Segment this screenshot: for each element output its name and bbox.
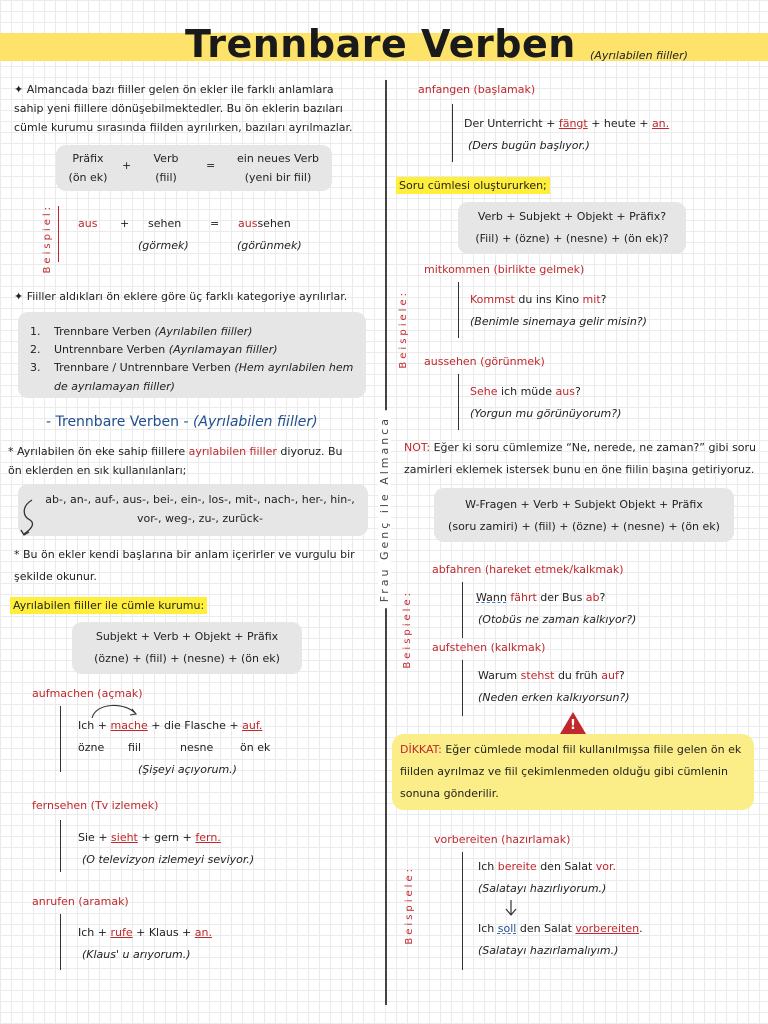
example-sentence: Ich + rufe + Klaus + an. bbox=[78, 926, 212, 939]
example-sentence: Ich + mache + die Flasche + auf. bbox=[78, 719, 263, 732]
categories-intro: ✦ Fiiller aldıkları ön eklere göre üç farklı kategoriye ayrılırlar. bbox=[14, 290, 348, 303]
curly-arrow-icon bbox=[18, 496, 42, 540]
beispiele-label: Beispiele: bbox=[404, 866, 415, 945]
example-sentence: Wann fährt der Bus ab? bbox=[476, 591, 606, 604]
example-title: abfahren (hareket etmek/kalkmak) bbox=[432, 563, 624, 576]
note-text: * Bu ön ekler kendi başlarına bir anlam içerirler ve vurgulu bir şekilde okunur. bbox=[14, 548, 355, 583]
example-sentence: Ich bereite den Salat vor. bbox=[478, 860, 616, 873]
example-sentence: Sehe ich müde aus? bbox=[470, 385, 581, 398]
question-structure-box: Verb + Subjekt + Objekt + Präfix? (Fiil) + (özne) + (nesne) + (ön ek)? bbox=[458, 202, 686, 254]
note-text: NOT: Eğer ki soru cümlemize “Ne, nerede, ne zaman?” gibi soru zamirleri eklemek istersek bunu en öne fiilin başına getiriyoruz. bbox=[404, 441, 757, 476]
category-item: 2. bbox=[30, 343, 41, 356]
page-subtitle: (Ayrılabilen fiiller) bbox=[590, 49, 688, 62]
categories-box: 1. Trennbare Verben (Ayrılabilen fiiller) 2. Untrennbare Verben (Ayrılamayan fiiller) 3. Trennbare / Untrennbare Verben (Hem ayrılabilen hem de ayrılamayan fiiller) bbox=[18, 312, 366, 398]
intro-text: ✦ Almancada bazı fiiller gelen ön ekler ile farklı anlamlara sahip yeni fiillere dönüşebilmektedler. Bu ön eklerin bazıları cümle kurumu sırasında fiilden ayrılırken, bazıları ayrılmazlar. bbox=[14, 83, 353, 134]
example-sentence: Kommst du ins Kino mit? bbox=[470, 293, 607, 306]
dikkat-box: DİKKAT: Eğer cümlede modal fiil kullanılmışsa fiile gelen ön ek fiilden ayrılmaz ve fiil çekimlenmeden olduğu gibi cümlenin sonuna gönderilir. bbox=[392, 734, 754, 810]
author-label: Frau Genç ile Almanca bbox=[378, 410, 391, 608]
example-title: aufstehen (kalkmak) bbox=[432, 641, 546, 654]
example-title: vorbereiten (hazırlamak) bbox=[434, 833, 571, 846]
category-item: 1. bbox=[30, 325, 41, 338]
example-sentence: Warum stehst du früh auf? bbox=[478, 669, 625, 682]
example-sentence: Ich soll den Salat vorbereiten. bbox=[478, 922, 643, 935]
structure-title: Ayrılabilen fiiller ile cümle kurumu: bbox=[10, 596, 207, 615]
page-title: Trennbare Verben bbox=[185, 22, 576, 66]
example-sentence: Der Unterricht + fängt + heute + an. bbox=[464, 117, 670, 130]
example-title: aussehen (görünmek) bbox=[424, 355, 545, 368]
definition-text: * Ayrılabilen ön eke sahip fiillere ayrılabilen fiiller diyoruz. Bu ön eklerden en sık kullanılanları; bbox=[8, 445, 343, 477]
example-aussehen: aus bbox=[78, 217, 98, 230]
example-title: mitkommen (birlikte gelmek) bbox=[424, 263, 585, 276]
beispiel-label: Beispiel: bbox=[42, 204, 53, 274]
arrow-down-icon bbox=[500, 898, 522, 918]
section-title: - Trennbare Verben - (Ayrılabilen fiiller) bbox=[46, 414, 318, 430]
beispiele-label: Beispiele: bbox=[398, 290, 409, 369]
example-sentence: Sie + sieht + gern + fern. bbox=[78, 831, 221, 844]
example-title: fernsehen (Tv izlemek) bbox=[32, 799, 159, 812]
example-title: aufmachen (açmak) bbox=[32, 687, 143, 700]
w-question-box: W-Fragen + Verb + Subjekt Objekt + Präfix (soru zamiri) + (fiil) + (özne) + (nesne) + (ön ek) bbox=[434, 488, 734, 542]
prefixes-box: ab-, an-, auf-, aus-, bei-, ein-, los-, mit-, nach-, her-, hin-, vor-, weg-, zu-, zurück- bbox=[18, 484, 368, 536]
category-item: 3. bbox=[30, 361, 41, 374]
question-title: Soru cümlesi oluştururken; bbox=[396, 176, 550, 195]
example-title: anrufen (aramak) bbox=[32, 895, 129, 908]
structure-box: Subjekt + Verb + Objekt + Präfix (özne) + (fiil) + (nesne) + (ön ek) bbox=[72, 622, 302, 674]
example-title: anfangen (başlamak) bbox=[418, 83, 536, 96]
beispiele-label: Beispiele: bbox=[402, 590, 413, 669]
beispiel-line bbox=[58, 206, 59, 262]
formula-box: Präfix (ön ek) + Verb (fiil) = ein neues Verb (yeni bir fiil) bbox=[56, 145, 332, 191]
